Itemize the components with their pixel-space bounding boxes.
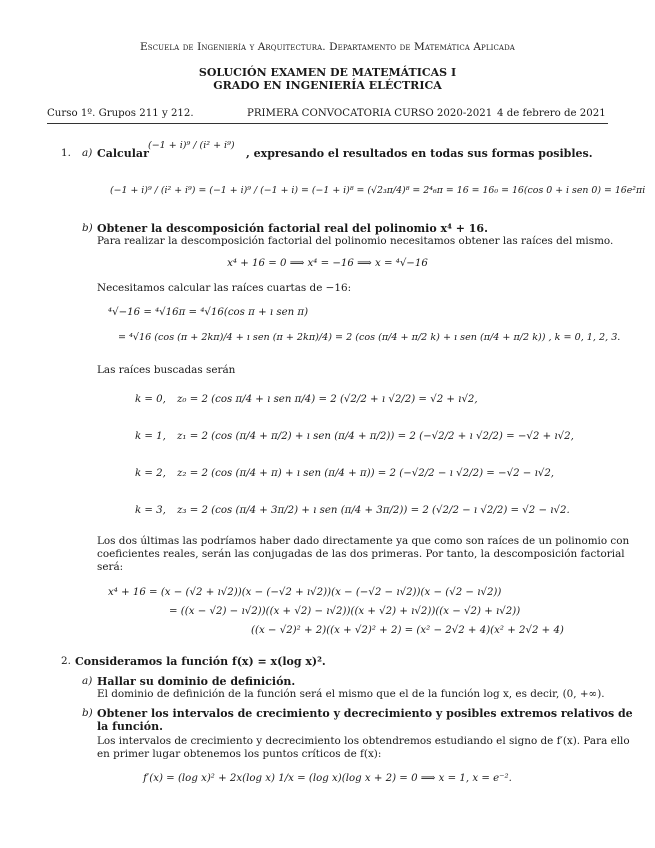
roots-equation: x⁴ + 16 = 0 ⟹ x⁴ = −16 ⟹ x = ⁴√−16 [227, 258, 428, 269]
convocatoria: PRIMERA CONVOCATORIA CURSO 2020-2021 [247, 108, 493, 119]
part-1b-intro: Para realizar la descomposición factorial del polinomio necesitamos obtener las raíces del mismo. [97, 235, 614, 247]
problem-2-statement: Consideramos la función f(x) = x(log x)². [75, 655, 326, 668]
derivative-equation: f′(x) = (log x)² + 2x(log x) 1/x = (log x)(log x + 2) = 0 ⟹ x = 1, x = e⁻². [143, 773, 512, 784]
root-k3-label: k = 3, [135, 505, 166, 516]
fourth-root-line-1: ⁴√−16 = ⁴√16π = ⁴√16(cos π + ı sen π) [108, 307, 309, 318]
part-2b-statement-1: Obtener los intervalos de crecimiento y decrecimiento y posibles extremos relativos de [97, 707, 633, 720]
school-line: Escuela de Ingeniería y Arquitectura. Departamento de Matemática Aplicada [140, 41, 515, 53]
part-2a-label: a) [82, 675, 93, 687]
part-2b-statement-2: la función. [97, 720, 163, 733]
conjugate-text-3: será: [97, 561, 124, 573]
part-1a-statement-post: , expresando el resultados en todas sus formas posibles. [246, 147, 593, 160]
exam-title: SOLUCIÓN EXAMEN DE MATEMÁTICAS I [198, 66, 457, 79]
part-1b-label: b) [82, 222, 93, 234]
part-1a-solution: (−1 + i)⁹ / (i² + i⁹) = (−1 + i)⁹ / (−1 + i) = (−1 + i)⁸ = (√2₃π/4)⁸ = 2⁴₆π = 16 = 16₀ = 16(cos 0 + i sen 0) = 16e²πi [110, 185, 646, 196]
root-k1-label: k = 1, [135, 431, 166, 442]
root-k2-expr: z₂ = 2 (cos (π/4 + π) + ı sen (π/4 + π)) = 2 (−√2/2 − ı √2/2) = −√2 − ı√2, [177, 468, 555, 479]
part-2a-statement: Hallar su dominio de definición. [97, 675, 296, 688]
part-1a-fraction: (−1 + i)⁹ / (i² + i⁹) [148, 140, 235, 151]
problem-1-number: 1. [61, 147, 71, 159]
fourth-roots-text: Necesitamos calcular las raíces cuartas de −16: [97, 282, 352, 294]
root-k3-expr: z₃ = 2 (cos (π/4 + 3π/2) + ı sen (π/4 + 3π/2)) = 2 (√2/2 − ı √2/2) = √2 − ı√2. [177, 505, 570, 516]
root-k0-expr: z₀ = 2 (cos π/4 + ı sen π/4) = 2 (√2/2 + ı √2/2) = √2 + ı√2, [177, 394, 478, 405]
conjugate-text-2: coeficientes reales, serán las conjugadas de las dos primeras. Por tanto, la descomposición factorial [97, 548, 625, 560]
root-k2-label: k = 2, [135, 468, 166, 479]
header-rule [47, 123, 608, 124]
factorization-line-1: x⁴ + 16 = (x − (√2 + ı√2))(x − (−√2 + ı√2))(x − (−√2 − ı√2))(x − (√2 − ı√2)) [108, 587, 502, 598]
part-2b-text-1: Los intervalos de crecimiento y decrecimiento los obtendremos estudiando el signo de f′(x). Para ello [97, 735, 630, 747]
fourth-root-line-2: = ⁴√16 (cos (π + 2kπ)/4 + ı sen (π + 2kπ)/4) = 2 (cos (π/4 + π/2 k) + ı sen (π/4 + π/2 k)) , k = 0, 1, 2, 3. [118, 332, 621, 343]
part-1a-statement-pre: Calcular [97, 147, 149, 160]
part-1a-label: a) [82, 147, 93, 159]
part-2b-text-2: en primer lugar obtenemos los puntos críticos de f(x): [97, 748, 382, 760]
exam-subtitle: GRADO EN INGENIERÍA ELÉCTRICA [213, 79, 442, 92]
factorization-line-2: = ((x − √2) − ı√2))((x + √2) − ı√2))((x + √2) + ı√2))((x − √2) + ı√2)) [169, 606, 521, 617]
part-2a-answer: El dominio de definición de la función será el mismo que el de la función log x, es decir, (0, +∞). [97, 688, 605, 700]
conjugate-text-1: Los dos últimas las podríamos haber dado directamente ya que como son raíces de un polinomio con [97, 535, 630, 547]
roots-intro: Las raíces buscadas serán [97, 364, 236, 376]
problem-2-number: 2. [61, 655, 71, 667]
course-groups: Curso 1º. Grupos 211 y 212. [47, 108, 194, 119]
part-1b-statement: Obtener la descomposición factorial real del polinomio x⁴ + 16. [97, 222, 488, 235]
exam-date: 4 de febrero de 2021 [497, 108, 606, 119]
factorization-line-3: ((x − √2)² + 2)((x + √2)² + 2) = (x² − 2√2 + 4)(x² + 2√2 + 4) [251, 625, 564, 636]
root-k0-label: k = 0, [135, 394, 166, 405]
part-2b-label: b) [82, 707, 93, 719]
root-k1-expr: z₁ = 2 (cos (π/4 + π/2) + ı sen (π/4 + π/2)) = 2 (−√2/2 + ı √2/2) = −√2 + ı√2, [177, 431, 574, 442]
